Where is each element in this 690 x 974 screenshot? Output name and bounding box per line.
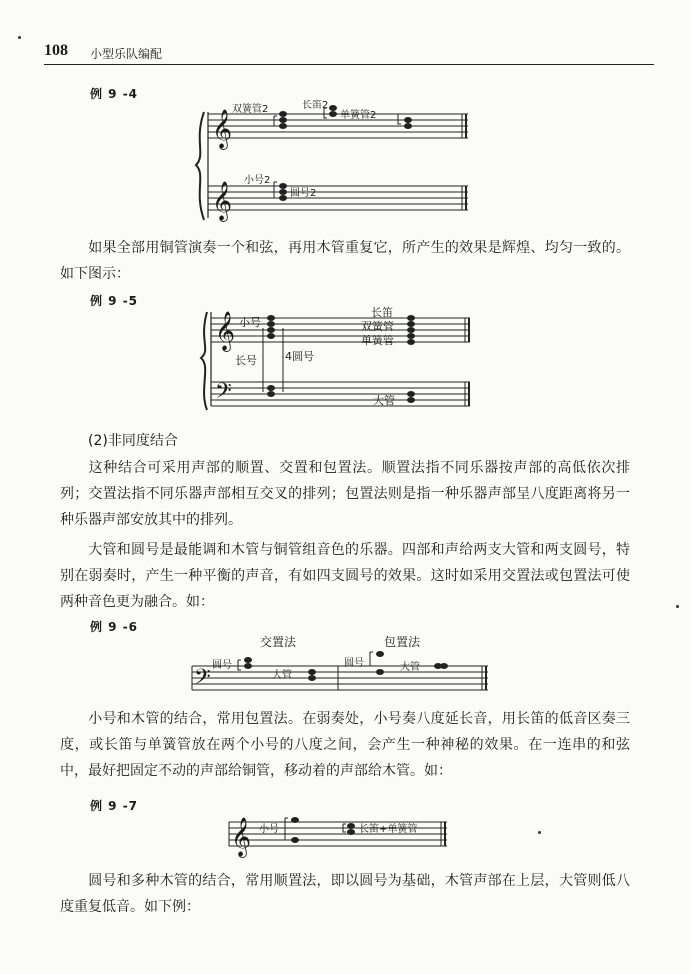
- score-example-9-5: [195, 300, 480, 415]
- label-bassoon-b: 大管: [400, 662, 420, 673]
- svg-text:𝄢: 𝄢: [215, 379, 232, 409]
- subhead-non-unison: (2)非同度结合: [88, 433, 178, 449]
- label-clarinet2: 单簧管2: [340, 110, 377, 121]
- label-4-horns: 4圆号: [285, 350, 314, 363]
- example-label-9-7: 例 9 -7: [90, 799, 139, 813]
- example-label-9-6: 例 9 -6: [90, 620, 139, 634]
- speck: [18, 36, 21, 39]
- label-oboe: 双簧管: [361, 320, 394, 333]
- label-horn2: 圆号2: [290, 188, 317, 199]
- running-header: [44, 42, 654, 65]
- title-enclosing: 包置法: [384, 635, 421, 649]
- book-title: 小型乐队编配: [90, 47, 163, 61]
- label-oboe2: 双簧管2: [232, 104, 269, 115]
- label-horn-b: 圆号: [344, 658, 364, 669]
- score-example-9-6: [188, 630, 493, 695]
- label-trumpet: 小号: [259, 824, 279, 835]
- example-label-9-5: 例 9 -5: [90, 294, 139, 308]
- paragraph-2: 这种结合可采用声部的顺置、交置和包置法。顺置法指不同乐器按声部的高低依次排列；交置法指不同乐器声部相互交叉的排列；包置法则是指一种乐器声部呈八度距离将另一种乐器声部安放其中的排列。: [60, 460, 630, 528]
- label-horn-a: 圆号: [212, 660, 232, 671]
- svg-text:𝄞: 𝄞: [212, 181, 233, 221]
- svg-text:𝄢: 𝄢: [194, 665, 211, 695]
- svg-text:𝄞: 𝄞: [215, 311, 236, 351]
- label-clarinet: 单簧管: [361, 334, 394, 347]
- label-bassoon: 大管: [373, 394, 395, 407]
- label-flute-clarinet: 长笛+单簧管: [359, 824, 418, 835]
- example-label-9-4: 例 9 -4: [90, 87, 139, 101]
- label-trumpet2: 小号2: [244, 175, 271, 186]
- speck: [676, 605, 679, 608]
- label-flute2: 长笛2: [302, 100, 329, 111]
- title-crossing: 交置法: [260, 635, 297, 649]
- label-flute: 长笛: [371, 306, 393, 319]
- score-example-9-4: [190, 100, 480, 230]
- svg-text:𝄞: 𝄞: [231, 817, 252, 857]
- paragraph-5: 圆号和多种木管的结合，常用顺置法，即以圆号为基础，木管声部在上层，大管则低八度重复低音。如下例：: [60, 873, 630, 915]
- label-bassoon-a: 大管: [272, 670, 292, 681]
- label-trombone: 长号: [235, 354, 257, 367]
- svg-text:𝄞: 𝄞: [212, 109, 233, 149]
- page-number: 108: [44, 42, 68, 59]
- paragraph-1: 如果全部用铜管演奏一个和弦，再用木管重复它，所产生的效果是辉煌、均匀一致的。如下图示：: [60, 240, 630, 282]
- paragraph-4: 小号和木管的结合，常用包置法。在弱奏处，小号奏八度延长音，用长笛的低音区奏三度，或长笛与单簧管放在两个小号的八度之间，会产生一种神秘的效果。在一连串的和弦中，最好把固定不动的声部给铜管，移动着的声部给木管。如：: [60, 711, 630, 779]
- speck: [538, 831, 541, 834]
- score-example-9-7: [225, 808, 455, 858]
- paragraph-3: 大管和圆号是最能调和木管与铜管组音色的乐器。四部和声给两支大管和两支圆号，特别在弱奏时，产生一种平衡的声音，有如四支圆号的效果。这时如采用交置法或包置法可使两种音色更为融合。如：: [60, 542, 630, 610]
- label-trumpet: 小号: [239, 316, 261, 329]
